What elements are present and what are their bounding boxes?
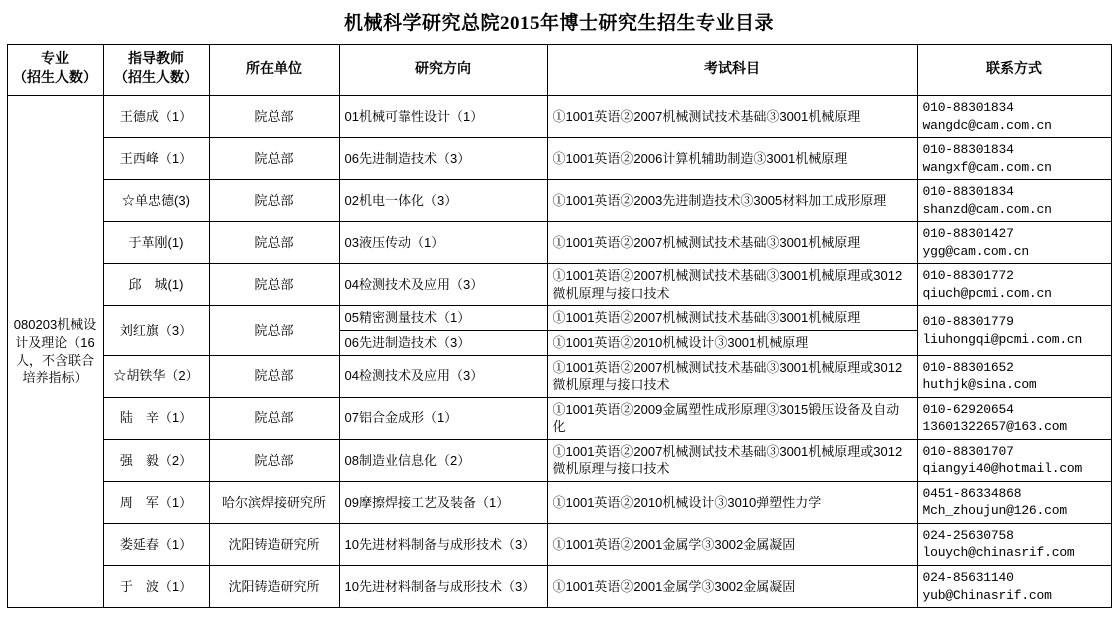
exam-cell: ①1001英语②2010机械设计③3001机械原理 — [547, 331, 917, 356]
column-header-exam: 考试科目 — [547, 45, 917, 96]
table-row — [7, 397, 1111, 439]
table-row — [7, 523, 1111, 565]
contact-cell — [917, 355, 1111, 397]
column-header-major — [7, 45, 103, 96]
admission-catalog-table — [7, 44, 1112, 608]
contact-phone: 024-85631140 — [922, 570, 1014, 586]
page-title: 机械科学研究总院2015年博士研究生招生专业目录 — [343, 13, 774, 34]
teacher-cell: 王德成（1） — [103, 96, 209, 138]
unit-cell: 院总部 — [209, 306, 339, 355]
direction-cell: 07铝合金成形（1） — [339, 397, 547, 439]
teacher-cell: ☆胡铁华（2） — [103, 355, 209, 397]
unit-cell: 沈阳铸造研究所 — [209, 523, 339, 565]
table-row — [7, 566, 1111, 608]
contact-cell — [917, 439, 1111, 481]
column-header-teacher-line1: 指导教师 — [128, 52, 184, 68]
teacher-cell: 于 波（1） — [103, 566, 209, 608]
contact-email: qiuch@pcmi.com.cn — [922, 285, 1052, 301]
exam-cell: ①1001英语②2007机械测试技术基础③3001机械原理 — [547, 222, 917, 264]
contact-cell — [917, 397, 1111, 439]
unit-cell: 哈尔滨焊接研究所 — [209, 481, 339, 523]
teacher-cell: 娄延春（1） — [103, 523, 209, 565]
exam-cell: ①1001英语②2010机械设计③3010弹塑性力学 — [547, 481, 917, 523]
contact-phone: 010-88301834 — [922, 184, 1014, 200]
table-row — [7, 222, 1111, 264]
exam-cell: ①1001英语②2007机械测试技术基础③3001机械原理或3012微机原理与接口技术 — [547, 264, 917, 306]
contact-cell — [917, 96, 1111, 138]
contact-email: qiangyi40@hotmail.com — [922, 461, 1083, 477]
exam-cell: ①1001英语②2007机械测试技术基础③3001机械原理 — [547, 306, 917, 331]
direction-cell: 06先进制造技术（3） — [339, 331, 547, 356]
teacher-cell: ☆单忠德(3) — [103, 180, 209, 222]
column-header-unit: 所在单位 — [209, 45, 339, 96]
contact-email: huthjk@sina.com — [922, 377, 1037, 393]
table-row — [7, 96, 1111, 138]
direction-cell: 04检测技术及应用（3） — [339, 355, 547, 397]
unit-cell: 院总部 — [209, 138, 339, 180]
teacher-cell: 强 毅（2） — [103, 439, 209, 481]
contact-phone: 010-88301779 — [922, 313, 1014, 329]
contact-email: ygg@cam.com.cn — [922, 243, 1029, 259]
direction-cell: 10先进材料制备与成形技术（3） — [339, 566, 547, 608]
direction-cell: 05精密测量技术（1） — [339, 306, 547, 331]
teacher-cell: 王西峰（1） — [103, 138, 209, 180]
table-header-row — [7, 45, 1111, 96]
table-row — [7, 481, 1111, 523]
contact-email: wangxf@cam.com.cn — [922, 159, 1052, 175]
column-header-direction: 研究方向 — [339, 45, 547, 96]
table-row — [7, 439, 1111, 481]
contact-cell — [917, 481, 1111, 523]
contact-cell — [917, 264, 1111, 306]
exam-cell: ①1001英语②2007机械测试技术基础③3001机械原理或3012微机原理与接口技术 — [547, 439, 917, 481]
table-row — [7, 138, 1111, 180]
contact-phone: 010-62920654 — [922, 401, 1014, 417]
direction-cell: 08制造业信息化（2） — [339, 439, 547, 481]
unit-cell: 院总部 — [209, 355, 339, 397]
direction-cell: 04检测技术及应用（3） — [339, 264, 547, 306]
unit-cell: 院总部 — [209, 222, 339, 264]
contact-cell — [917, 306, 1111, 355]
table-header — [7, 45, 1111, 96]
unit-cell: 院总部 — [209, 264, 339, 306]
contact-phone: 010-88301652 — [922, 359, 1014, 375]
direction-cell: 03液压传动（1） — [339, 222, 547, 264]
column-header-teacher — [103, 45, 209, 96]
column-header-teacher-line2: （招生人数） — [114, 71, 198, 86]
unit-cell: 院总部 — [209, 397, 339, 439]
contact-phone: 010-88301772 — [922, 268, 1014, 284]
contact-phone: 010-88301834 — [922, 142, 1014, 158]
contact-email: 13601322657@163.com — [922, 419, 1067, 435]
contact-phone: 010-88301834 — [922, 100, 1014, 115]
contact-email: wangdc@cam.com.cn — [922, 117, 1052, 133]
table-row — [7, 264, 1111, 306]
contact-phone: 0451-86334868 — [922, 485, 1022, 501]
table-body — [7, 96, 1111, 608]
contact-email: Mch_zhoujun@126.com — [922, 503, 1067, 519]
unit-cell: 院总部 — [209, 180, 339, 222]
teacher-cell: 陆 辛（1） — [103, 397, 209, 439]
contact-cell — [917, 180, 1111, 222]
exam-cell: ①1001英语②2003先进制造技术③3005材料加工成形原理 — [547, 180, 917, 222]
exam-cell: ①1001英语②2009金属塑性成形原理③3015锻压设备及自动化 — [547, 397, 917, 439]
table-row — [7, 355, 1111, 397]
exam-cell: ①1001英语②2001金属学③3002金属凝固 — [547, 523, 917, 565]
exam-cell: ①1001英语②2007机械测试技术基础③3001机械原理 — [547, 96, 917, 138]
contact-cell — [917, 566, 1111, 608]
table-row — [7, 180, 1111, 222]
contact-phone: 010-88301707 — [922, 443, 1014, 459]
exam-cell: ①1001英语②2001金属学③3002金属凝固 — [547, 566, 917, 608]
direction-cell: 09摩擦焊接工艺及装备（1） — [339, 481, 547, 523]
direction-cell: 10先进材料制备与成形技术（3） — [339, 523, 547, 565]
direction-cell: 01机械可靠性设计（1） — [339, 96, 547, 138]
exam-cell: ①1001英语②2006计算机辅助制造③3001机械原理 — [547, 138, 917, 180]
contact-email: yub@Chinasrif.com — [922, 587, 1052, 603]
column-header-contact: 联系方式 — [917, 45, 1111, 96]
teacher-cell: 周 军（1） — [103, 481, 209, 523]
exam-cell: ①1001英语②2007机械测试技术基础③3001机械原理或3012微机原理与接口技术 — [547, 355, 917, 397]
unit-cell: 院总部 — [209, 439, 339, 481]
contact-cell — [917, 523, 1111, 565]
contact-phone: 010-88301427 — [922, 226, 1014, 242]
teacher-cell: 刘红旗（3） — [103, 306, 209, 355]
contact-cell — [917, 138, 1111, 180]
contact-cell — [917, 222, 1111, 264]
unit-cell: 院总部 — [209, 96, 339, 138]
direction-cell: 02机电一体化（3） — [339, 180, 547, 222]
contact-phone: 024-25630758 — [922, 527, 1014, 543]
unit-cell: 沈阳铸造研究所 — [209, 566, 339, 608]
contact-email: liuhongqi@pcmi.com.cn — [922, 331, 1083, 347]
major-cell: 080203机械设计及理论（16人，不含联合培养指标） — [7, 96, 103, 608]
contact-email: shanzd@cam.com.cn — [922, 201, 1052, 217]
column-header-major-line1: 专业 — [41, 52, 69, 68]
contact-email: louych@chinasrif.com — [922, 545, 1075, 561]
teacher-cell: 于革刚(1) — [103, 222, 209, 264]
table-row — [7, 306, 1111, 331]
direction-cell: 06先进制造技术（3） — [339, 138, 547, 180]
teacher-cell: 邱 城(1) — [103, 264, 209, 306]
column-header-major-line2: （招生人数） — [13, 71, 97, 86]
